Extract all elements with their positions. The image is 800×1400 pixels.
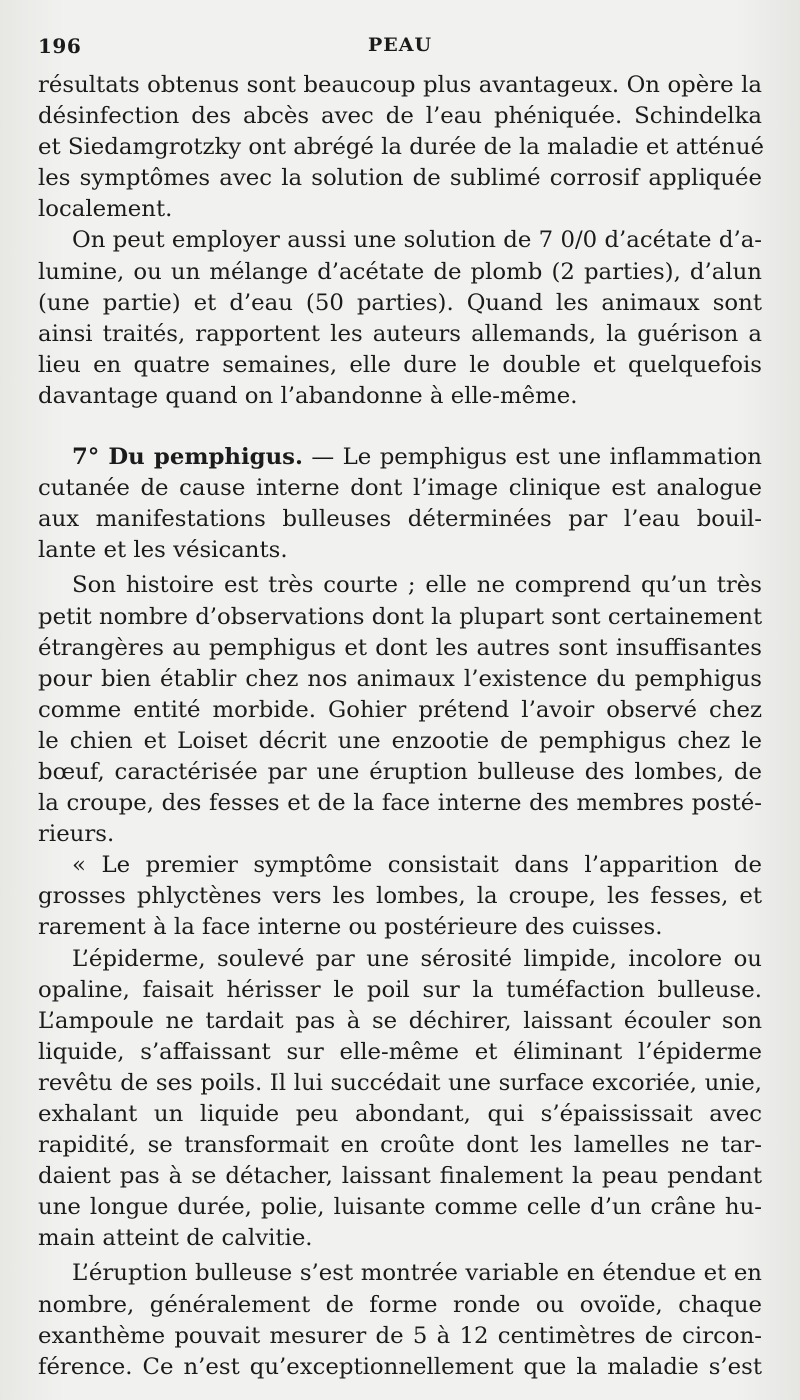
text-line: daient pas à se détacher, laissant finalement la peau pendant [38,1163,762,1190]
text-line: (une partie) et d’eau (50 parties). Quand les animaux sont [38,289,762,316]
text-line: les symptômes avec la solution de sublimé corrosif appliquée [38,165,762,192]
text-line: « Le premier symptôme consistait dans l’apparition de [72,852,762,879]
page-body [38,70,765,1383]
text-line: rarement à la face interne ou postérieure des cuisses. [38,914,663,941]
text-line: exhalant un liquide peu abondant, qui s’épaississait avec [38,1101,762,1127]
running-title: PEAU [367,34,433,56]
text-line: nombre, généralement de forme ronde ou ovoïde, chaque [38,1291,762,1318]
text-line: liquide, s’affaissant sur elle-même et éliminant l’épiderme [38,1038,762,1065]
text-line: L’épiderme, soulevé par une sérosité limpide, incolore ou [72,945,762,972]
paragraph [38,1258,762,1382]
text-line: résultats obtenus sont beaucoup plus avantageux. On opère la [38,72,762,98]
text-line: ainsi traités, rapportent les auteurs allemands, la guérison a [38,320,762,347]
text-line: la croupe, des fesses et de la face interne des membres posté- [38,790,762,817]
paragraph [38,570,762,850]
text-line: désinfection des abcès avec de l’eau phéniquée. Schindelka [38,103,762,130]
text-line: une longue durée, polie, luisante comme celle d’un crâne hu- [38,1194,762,1221]
text-line: férence. Ce n’est qu’exceptionnellement que la maladie s’est [38,1353,762,1380]
section-heading: 7° Du pemphigus. [72,444,303,471]
text-line: lieu en quatre semaines, elle dure le double et quelquefois [38,351,762,378]
section-spacer [38,412,762,442]
text-line: lante et les vésicants. [38,537,288,564]
page-number: 196 [38,34,82,58]
text-line: pour bien établir chez nos animaux l’existence du pemphigus [38,665,762,692]
text-line: et Siedamgrotzky ont abrégé la durée de la maladie et atténué [38,134,765,161]
text-line: exanthème pouvait mesurer de 5 à 12 centimètres de circon- [38,1322,762,1349]
paragraph [38,850,762,943]
text-line: étrangères au pemphigus et dont les autres sont insuffisantes [38,634,762,661]
text-line: opaline, faisait hérisser le poil sur la tuméfaction bulleuse. [38,976,762,1003]
text-line: le chien et Loiset décrit une enzootie de pemphigus chez le [38,727,762,754]
text-line: main atteint de calvitie. [38,1225,313,1252]
text-line: revêtu de ses poils. Il lui succédait une surface excoriée, unie, [38,1069,762,1096]
text-line: davantage quand on l’abandonne à elle-même. [38,382,578,409]
text-line: rapidité, se transformait en croûte dont les lamelles ne tar- [38,1132,762,1159]
text-line: On peut employer aussi une solution de 7 0/0 d’acétate d’a- [72,227,762,254]
section-heading-continuation: — Le pemphigus est une inflammation [302,444,762,471]
paragraph [38,70,765,225]
text-line: lumine, ou un mélange d’acétate de plomb (2 parties), d’alun [38,258,762,285]
paragraph [38,944,762,1255]
text-line: Son histoire est très courte ; elle ne comprend qu’un très [72,572,762,599]
text-line: comme entité morbide. Gohier prétend l’avoir observé chez [38,696,762,723]
section-paragraph [38,442,762,566]
text-line: cutanée de cause interne dont l’image clinique est analogue [38,475,762,502]
paragraph [38,225,762,412]
text-line: petit nombre d’observations dont la plupart sont certainement [38,603,763,630]
text-line: L’éruption bulleuse s’est montrée variable en étendue et en [72,1260,762,1287]
text-line: bœuf, caractérisée par une éruption bulleuse des lombes, de [38,758,762,785]
text-line: L’ampoule ne tardait pas à se déchirer, laissant écouler son [38,1007,762,1034]
text-line: aux manifestations bulleuses déterminées par l’eau bouil- [38,506,762,533]
text-line [38,442,762,473]
text-line: grosses phlyctènes vers les lombes, la croupe, les fesses, et [38,883,762,910]
text-line: localement. [38,196,173,223]
text-line: rieurs. [38,821,115,848]
